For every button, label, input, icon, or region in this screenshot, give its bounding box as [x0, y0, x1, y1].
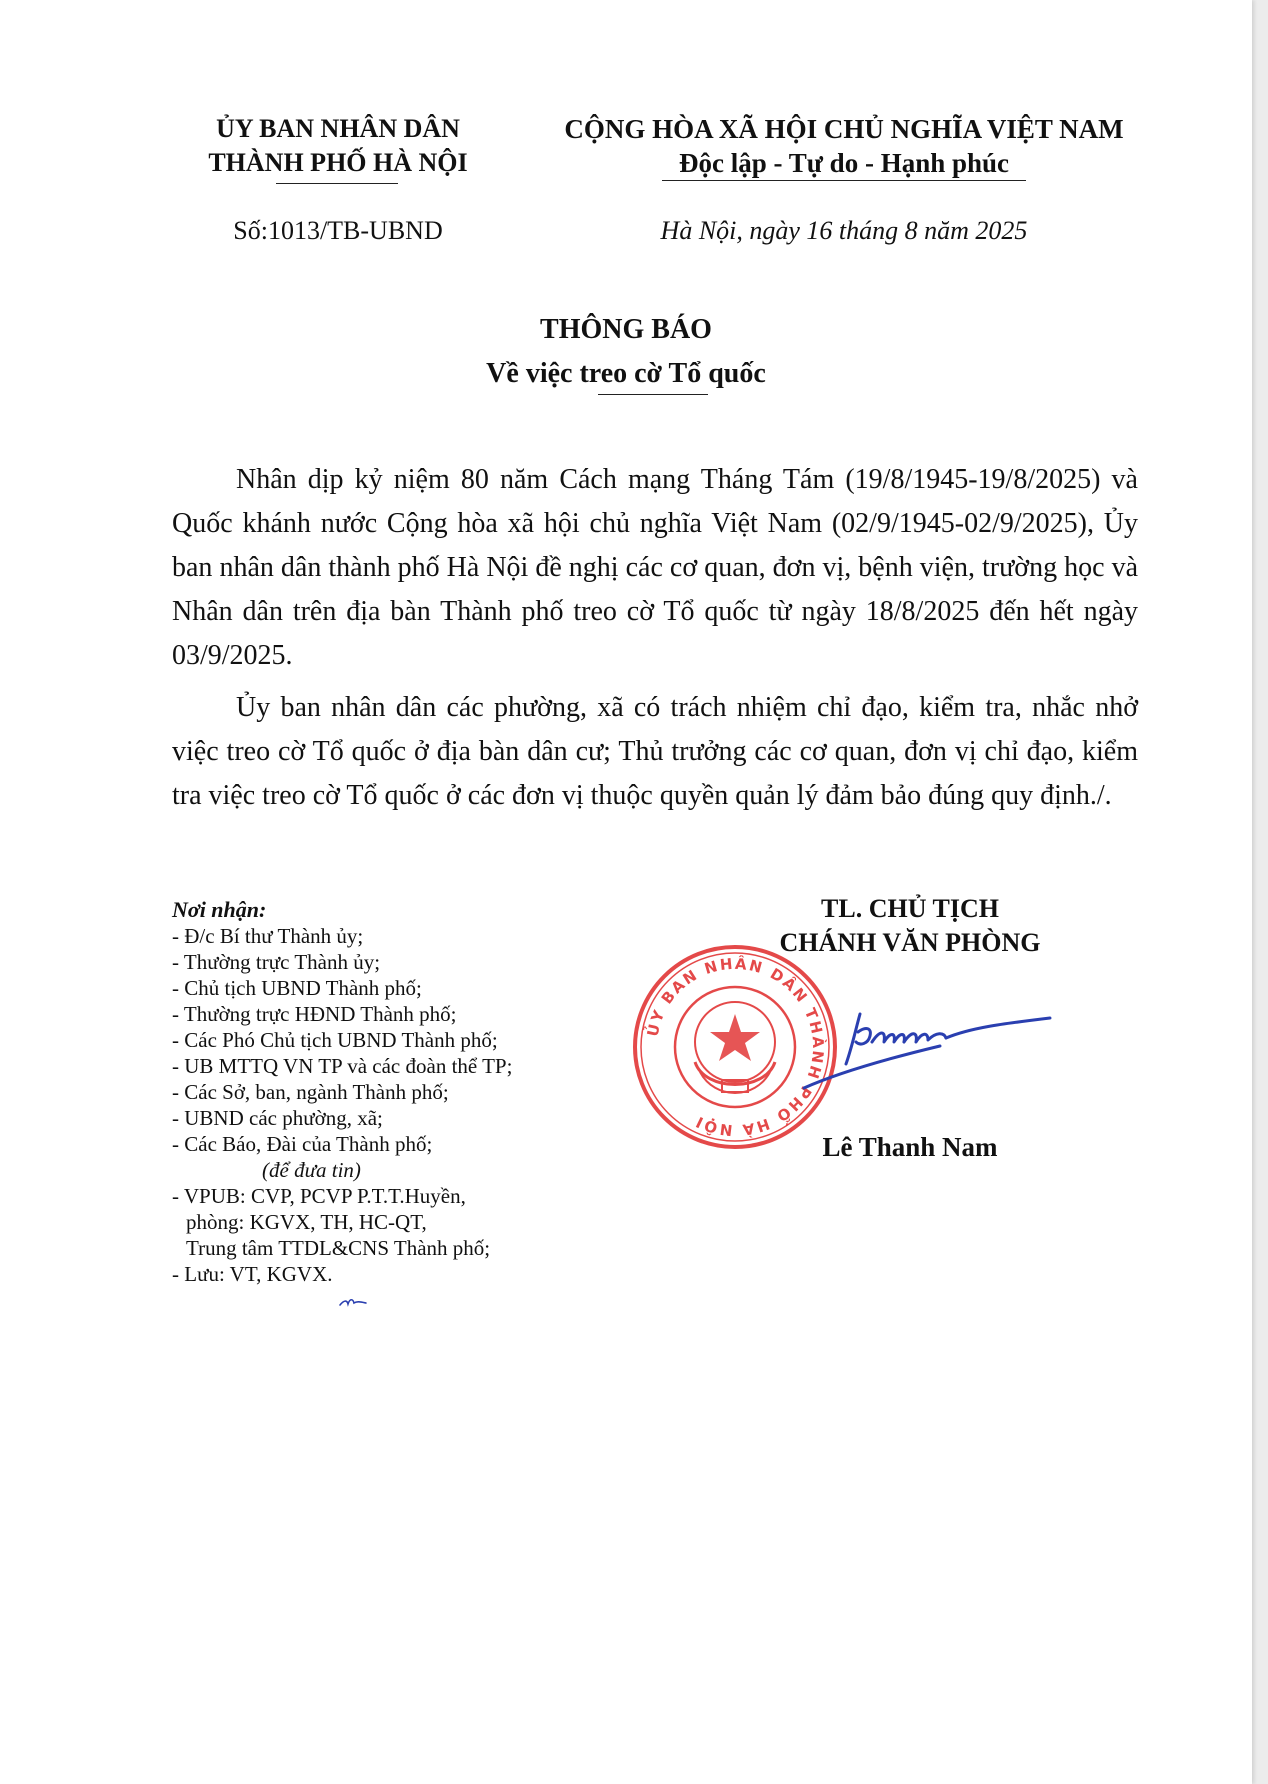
issuing-authority — [178, 112, 498, 180]
recipients-heading: Nơi nhận: — [172, 897, 267, 922]
recipient-vpub-cont-1: phòng: KGVX, TH, HC-QT, — [186, 1210, 427, 1234]
handwritten-signature-icon — [800, 1002, 1060, 1092]
body-paragraph-1: Nhân dịp kỷ niệm 80 năm Cách mạng Tháng Tám (19/8/1945-19/8/2025) và Quốc khánh nước Cộng hòa xã hội chủ nghĩa Việt Nam (02/9/1945-02/9/2025), Ủy ban nhân dân thành phố Hà Nội đề nghị các cơ quan, đơn vị, bệnh viện, trường học và Nhân dân trên địa bàn Thành phố treo cờ Tổ quốc từ ngày 18/8/2025 đến hết ngày 03/9/2025. — [172, 464, 1138, 671]
recipient-item: - Các Báo, Đài của Thành phố; — [172, 1132, 433, 1156]
national-slogan: Độc lập - Tự do - Hạnh phúc — [678, 148, 1010, 178]
national-motto — [540, 112, 1148, 180]
recipient-vpub-cont-2: Trung tâm TTDL&CNS Thành phố; — [186, 1236, 491, 1260]
authority-underline — [276, 183, 398, 184]
recipient-item: - Thường trực HĐND Thành phố; — [172, 1002, 457, 1026]
recipient-item: - UBND các phường, xã; — [172, 1106, 383, 1130]
body-paragraph-2: Ủy ban nhân dân các phường, xã có trách nhiệm chỉ đạo, kiểm tra, nhắc nhở việc treo cờ Tổ quốc ở địa bàn dân cư; Thủ trưởng các cơ quan, đơn vị chỉ đạo, kiểm tra việc treo cờ Tổ quốc ở các đơn vị thuộc quyền quản lý đảm bảo đúng quy định./. — [172, 692, 1138, 811]
issuing-authority-line1: ỦY BAN NHÂN DÂN — [216, 114, 460, 143]
issuing-authority-line2: THÀNH PHỐ HÀ NỘI — [208, 148, 468, 177]
recipient-item: - Các Sở, ban, ngành Thành phố; — [172, 1080, 449, 1104]
title-underline — [598, 394, 708, 395]
initial-mark-icon — [338, 1294, 368, 1310]
title-subject: Về việc treo cờ Tổ quốc — [486, 358, 766, 389]
recipient-item: - UB MTTQ VN TP và các đoàn thể TP; — [172, 1054, 513, 1078]
recipient-note: (để đưa tin) — [262, 1158, 361, 1182]
signer-name: Lê Thanh Nam — [822, 1132, 998, 1162]
title-main: THÔNG BÁO — [540, 314, 712, 345]
document-title — [0, 308, 1252, 396]
recipient-vpub: - VPUB: CVP, PCVP P.T.T.Huyền, — [172, 1184, 466, 1208]
seal-text: ỦY BAN NHÂN DÂN THÀNH PHỐ HÀ NỘI — [643, 954, 828, 1140]
signing-authority: TL. CHỦ TỊCH — [821, 894, 999, 923]
recipient-archive: - Lưu: VT, KGVX. — [172, 1262, 333, 1286]
document-number: Số:1013/TB-UBND — [233, 216, 443, 245]
slogan-underline — [662, 180, 1026, 181]
recipients-list — [172, 897, 602, 1287]
signer-position: CHÁNH VĂN PHÒNG — [779, 928, 1041, 957]
recipient-item: - Đ/c Bí thư Thành ủy; — [172, 924, 364, 948]
national-name: CỘNG HÒA XÃ HỘI CHỦ NGHĨA VIỆT NAM — [564, 114, 1124, 144]
recipient-item: - Chủ tịch UBND Thành phố; — [172, 976, 422, 1000]
document-body — [172, 458, 1138, 826]
document-date: Hà Nội, ngày 16 tháng 8 năm 2025 — [660, 216, 1028, 245]
recipient-item: - Các Phó Chủ tịch UBND Thành phố; — [172, 1028, 498, 1052]
recipient-item: - Thường trực Thành ủy; — [172, 950, 381, 974]
